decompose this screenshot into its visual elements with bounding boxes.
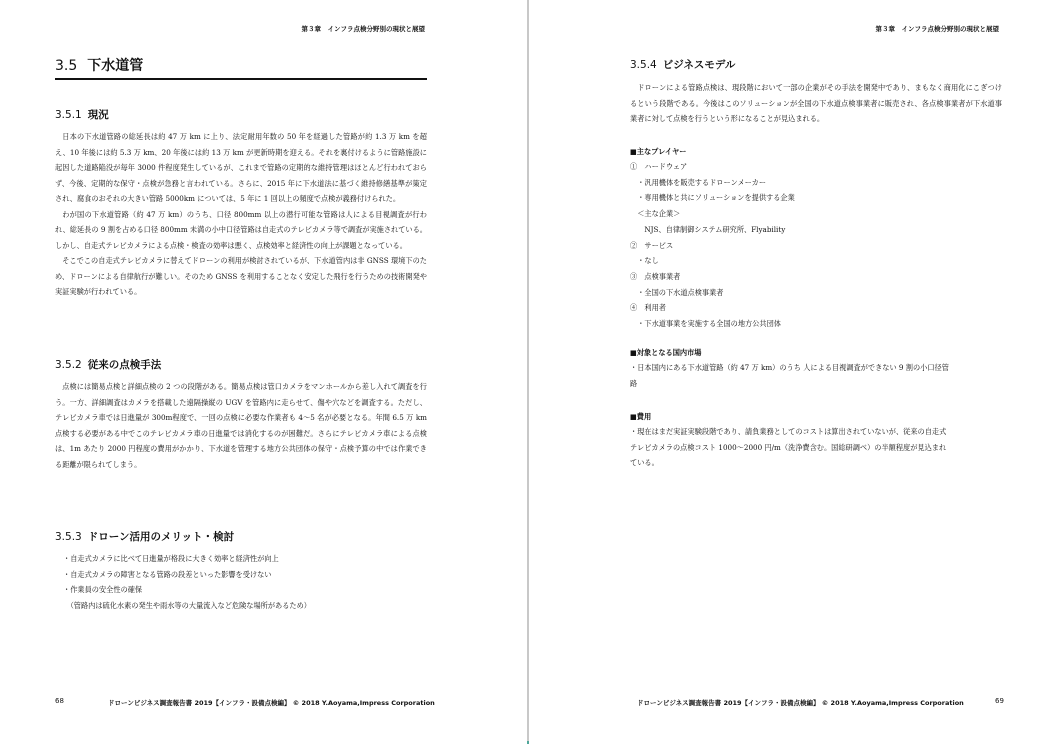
market-block — [630, 345, 949, 391]
cost-heading: ■費用 — [630, 412, 652, 421]
paragraph: 日本の下水道管路の総延長は約 47 万 km に上り、法定耐用年数の 50 年を経過した管路が約 1.3 万 km を超え、10 年後には約 5.3 万 km、20 年後には約 13 万 km が更新時期を迎える。それを裏付けるように管路施設に起因した道路陥没が毎年 3000 件程度発生しているが、これまで管路の定期的な維持管理はほとんど行われておらず、今後、定期的な保守・点検が急務と言われている。さらに、2015 年に下水道法に基づく維持修繕基準が策定され、腐食のおそれの大きい管路 5000km については、5 年に 1 回以上の頻度で点検が義務付けられた。 — [55, 132, 427, 203]
body-text-3-5-1 — [55, 129, 427, 300]
page-footer: ドローンビジネス調査報告書 2019【インフラ・設備点検編】 © 2018 Y.Aoyama,Impress Corporation — [637, 699, 964, 707]
player-line: ・なし — [630, 256, 659, 266]
player-line: ・汎用機体を販売するドローンメーカー — [630, 177, 767, 187]
section-number: 3.5 — [55, 58, 78, 74]
section-title-text: 下水道管 — [87, 58, 144, 74]
list-item: （管路内は硫化水素の発生や雨水等の大量流入など危険な場所があるため） — [63, 601, 311, 611]
cost-line: テレビカメラの点検コスト 1000～2000 円/m（洗浄費含む。国総研調べ）の半額程度が見込まれ — [630, 442, 947, 452]
list-item: ・自走式カメラの障害となる管路の段差といった影響を受けない — [63, 569, 272, 579]
player-line: ・専用機体と共にソリューションを提供する企業 — [630, 193, 795, 203]
page-footer: ドローンビジネス調査報告書 2019【インフラ・設備点検編】 © 2018 Y.Aoyama,Impress Corporation — [108, 699, 435, 707]
subsection-heading-3-5-3 — [55, 529, 234, 544]
cost-block — [630, 409, 946, 471]
subsection-heading-3-5-4 — [630, 57, 735, 72]
players-block — [630, 144, 795, 332]
cost-line: ・現在はまだ実証実験段階であり、請負業務としてのコストは算出されていないが、従来の自走式 — [630, 427, 947, 436]
chapter-header: 第３章 インフラ点検分野別の現状と展望 — [875, 25, 999, 33]
player-line: ② サービス — [630, 240, 674, 250]
chapter-header: 第３章 インフラ点検分野別の現状と展望 — [301, 25, 425, 33]
page-number: 68 — [55, 697, 64, 705]
body-text-3-5-4 — [630, 80, 1002, 127]
left-page — [0, 0, 527, 744]
section-title — [55, 55, 427, 80]
subsection-heading-3-5-2 — [55, 357, 161, 372]
subsection-heading-3-5-1 — [55, 107, 109, 122]
player-line: NJS、自律制御システム研究所、Flyability — [630, 224, 786, 234]
list-item: ・自走式カメラに比べて日進量が格段に大きく効率と経済性が向上 — [63, 554, 279, 563]
market-heading: ■対象となる国内市場 — [630, 348, 702, 357]
right-page — [529, 0, 1057, 744]
player-line: ・全国の下水道点検事業者 — [630, 287, 724, 297]
list-item: ・作業員の安全性の確保 — [63, 585, 143, 595]
players-heading: ■主なプレイヤー — [630, 147, 687, 156]
market-line: 路 — [630, 378, 638, 388]
page-number: 69 — [995, 697, 1004, 705]
player-line: ① ハードウェア — [630, 162, 688, 171]
subsection-number: 3.5.2 — [55, 359, 82, 371]
market-line: ・日本国内にある下水道管路（約 47 万 km）のうち 人による目視調査ができない 9 割の小口径管 — [630, 363, 949, 372]
subsection-number: 3.5.4 — [630, 59, 657, 71]
paragraph: そこでこの自走式テレビカメラに替えてドローンの利用が検討されているが、下水道管内は非 GNSS 環境下のため、ドローンによる自律航行が難しい。そのため GNSS を利用することなく安定した飛行を行うための技術開発や実証実験が行われている。 — [55, 256, 427, 296]
player-line: ③ 点検事業者 — [630, 271, 681, 281]
player-line: ＜主な企業＞ — [630, 209, 681, 219]
subsection-title: ドローン活用のメリット・検討 — [87, 531, 235, 543]
subsection-title: 現況 — [87, 109, 109, 121]
subsection-title: 従来の点検手法 — [87, 359, 162, 371]
cost-line: ている。 — [630, 458, 659, 468]
player-line: ④ 利用者 — [630, 303, 666, 313]
merit-list — [63, 551, 311, 614]
body-text-3-5-2 — [55, 379, 427, 472]
subsection-title: ビジネスモデル — [662, 59, 736, 71]
paragraph: ドローンによる管路点検は、現段階において一部の企業がその手法を開発中であり、まもなく商用化にこぎつけるという段階である。今後はこのソリューションが全国の下水道点検事業者に販売され、各点検事業者が下水道事業者に対して点検を行うという形になることが見込まれる。 — [630, 83, 1002, 123]
subsection-number: 3.5.1 — [55, 109, 82, 121]
subsection-number: 3.5.3 — [55, 531, 82, 543]
player-line: ・下水道事業を実施する全国の地方公共団体 — [630, 319, 781, 329]
paragraph: わが国の下水道管路（約 47 万 km）のうち、口径 800mm 以上の潜行可能な管路は人による目視調査が行われ、総延長の 9 割を占める口径 800mm 未満の小中口径管路は自走式のテレビカメラ等で調査が実施されている。しかし、自走式テレビカメラによる点検・検査の効率は悪く、点検効率と経済性の向上が課題となっている。 — [55, 209, 427, 250]
paragraph: 点検には簡易点検と詳細点検の 2 つの段階がある。簡易点検は管口カメラをマンホールから差し入れて調査を行う。一方、詳細調査はカメラを搭載した遠隔操縦の UGV を管路内に走らせて、傷や穴などを調査する。ただし、テレビカメラ車では日進量が 300m程度で、一回の点検に必要な作業者も 4～5 名が必要となる。年間 6.5 万 km 点検する必要がある中でこのテレビカメラ車の日進量では消化するのが困難だ。さらにテレビカメラ車による点検は、1m あたり 2000 円程度の費用がかかり、下水道を管理する地方公共団体の保守・点検予算の中では作業できる距離が限られてしまう。 — [55, 382, 427, 469]
